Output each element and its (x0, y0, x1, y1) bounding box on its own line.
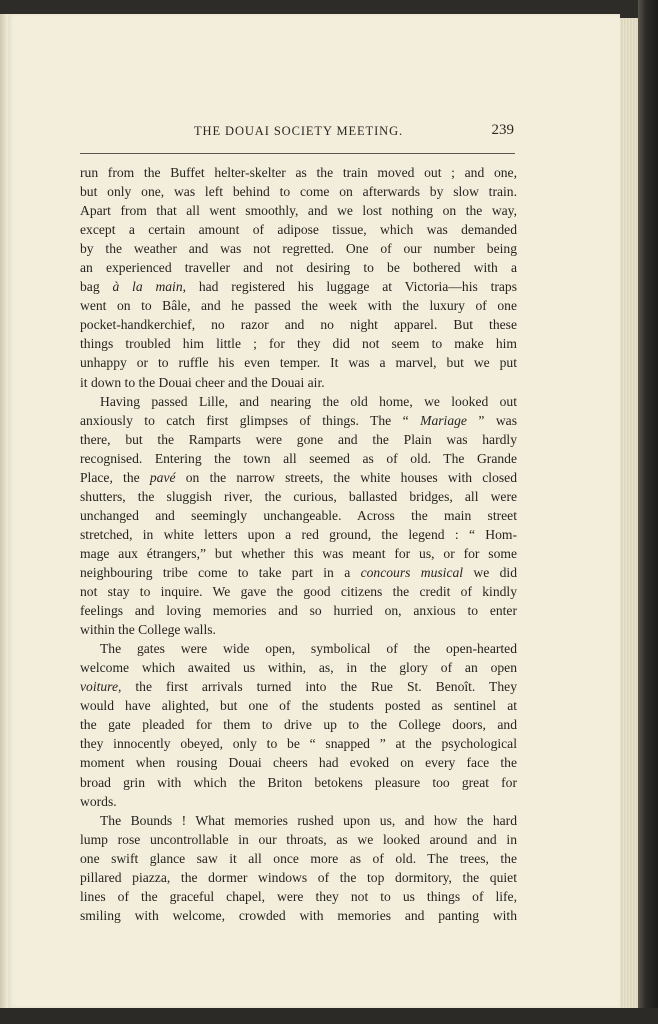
text-line (80, 696, 517, 715)
text-run: except a certain amount of adipose tissue, which was demanded (80, 222, 517, 238)
text-run: bag (80, 279, 113, 295)
text-line (80, 887, 517, 906)
text-line (80, 315, 517, 334)
paragraph (80, 639, 517, 810)
text-run: welcome which awaited us within, as, in the glory of an open (80, 660, 517, 676)
text-line (80, 601, 517, 620)
running-title: THE DOUAI SOCIETY MEETING. (194, 124, 404, 138)
text-run: Having passed Lille, and nearing the old home, we looked out (100, 393, 517, 409)
page-number: 239 (491, 122, 514, 138)
text-run: mage aux étrangers,” but whether this was meant for us, or for some (80, 545, 517, 561)
text-line (80, 658, 517, 677)
text-line (80, 620, 517, 639)
italic-text: pavé (149, 469, 176, 485)
text-line (80, 468, 517, 487)
text-line (80, 449, 517, 468)
text-line (80, 582, 517, 601)
text-line (80, 830, 517, 849)
italic-text: voiture (80, 679, 118, 695)
text-line (80, 239, 517, 258)
page-gutter-shadow (0, 14, 8, 1008)
text-line (80, 868, 517, 887)
text-run: things troubled him little ; for they did not seem to make him (80, 336, 517, 352)
text-line (80, 715, 517, 734)
book-cover-edge (638, 0, 658, 1024)
text-run: an experienced traveller and not desiring to be bothered with a (80, 260, 517, 276)
paragraph (80, 163, 517, 392)
text-run: run from the Buffet helter-skelter as the train moved out ; and one, (80, 165, 517, 180)
text-run: recognised. Entering the town all seemed as of old. The Grande (80, 450, 517, 466)
text-line (80, 334, 517, 353)
text-line (80, 753, 517, 772)
text-line (80, 734, 517, 753)
paragraph (80, 811, 517, 925)
text-run: one swift glance saw it all once more as of old. The trees, the (80, 850, 517, 866)
text-run: pillared piazza, the dormer windows of the top dormitory, the quiet (80, 869, 517, 885)
text-line (80, 563, 517, 582)
text-line (80, 182, 517, 201)
text-run: words. (80, 793, 117, 809)
text-run: moment when rousing Douai cheers had evoked on every face the (80, 755, 517, 771)
italic-text: concours musical (360, 564, 464, 580)
text-run: unhappy or to ruffle his even temper. It was a marvel, but we put (80, 355, 517, 371)
text-run: we did (463, 564, 517, 580)
scanner-bottom-edge (0, 1008, 658, 1024)
paragraph (80, 392, 517, 640)
text-line (80, 849, 517, 868)
text-run: feelings and loving memories and so hurried on, anxious to enter (80, 603, 517, 619)
text-run: they innocently obeyed, only to be “ snapped ” at the psychological (80, 736, 517, 752)
text-run: Apart from that all went smoothly, and we lost nothing on the way, (80, 203, 517, 219)
text-line (80, 201, 517, 220)
text-line (80, 277, 517, 296)
text-line (80, 430, 517, 449)
text-run: The gates were wide open, symbolical of the open-hearted (100, 641, 517, 657)
text-run: , had registered his luggage at Victoria—his traps (182, 279, 517, 295)
text-line (80, 392, 517, 411)
text-run: unchanged and seemingly unchangeable. Across the main street (80, 507, 517, 523)
text-line (80, 487, 517, 506)
text-line (80, 906, 517, 925)
text-line (80, 353, 517, 372)
italic-text: Mariage (420, 412, 467, 428)
text-run: but only one, was left behind to come on afterwards by slow train. (80, 184, 517, 200)
text-line (80, 220, 517, 239)
text-run: it down to the Douai cheer and the Douai air. (80, 374, 325, 390)
text-line (80, 639, 517, 658)
text-line (80, 373, 517, 392)
text-line (80, 792, 517, 811)
text-run: anxiously to catch first glimpses of things. The “ (80, 412, 421, 428)
text-run: lines of the graceful chapel, were they not to us things of life, (80, 888, 517, 904)
text-line (80, 544, 517, 563)
text-line (80, 506, 517, 525)
text-run: not stay to inquire. We gave the good citizens the credit of kindly (80, 584, 517, 600)
text-run: Place, the (80, 469, 150, 485)
text-line (80, 677, 517, 696)
text-run: went on to Bâle, and he passed the week with the luxury of one (80, 298, 517, 314)
text-run: broad grin with which the Briton betokens pleasure too great for (80, 774, 517, 790)
text-run: shutters, the sluggish river, the curious, ballasted bridges, all were (80, 488, 517, 504)
body-text (80, 163, 517, 925)
text-run: smiling with welcome, crowded with memories and panting with (80, 907, 517, 923)
text-run: , the first arrivals turned into the Rue St. Benoît. They (118, 679, 517, 695)
text-run: would have alighted, but one of the students posted as sentinel at (80, 698, 517, 714)
page-stack-edges (620, 18, 638, 1008)
italic-text: à la main (112, 279, 183, 295)
header-rule (80, 153, 515, 154)
text-run: stretched, in white letters upon a red ground, the legend : “ Hom- (80, 526, 517, 542)
text-line (80, 773, 517, 792)
text-run: lump rose uncontrollable in our throats, as we looked around and in (80, 831, 517, 847)
text-run: by the weather and was not regretted. One of our number being (80, 241, 517, 257)
text-line (80, 163, 517, 182)
text-run: the gate pleaded for them to drive up to the College doors, and (80, 717, 517, 733)
text-run: there, but the Ramparts were gone and the Plain was hardly (80, 431, 517, 447)
text-run: pocket-handkerchief, no razor and no night apparel. But these (80, 317, 517, 333)
text-run: ” was (466, 412, 517, 428)
text-run: The Bounds ! What memories rushed upon us, and how the hard (100, 812, 517, 828)
text-line (80, 811, 517, 830)
text-line (80, 296, 517, 315)
text-line (80, 525, 517, 544)
text-line (80, 258, 517, 277)
text-run: on the narrow streets, the white houses with closed (175, 469, 517, 485)
text-line (80, 411, 517, 430)
running-head (80, 122, 516, 142)
text-run: neighbouring tribe come to take part in a (80, 564, 361, 580)
text-run: within the College walls. (80, 622, 216, 638)
